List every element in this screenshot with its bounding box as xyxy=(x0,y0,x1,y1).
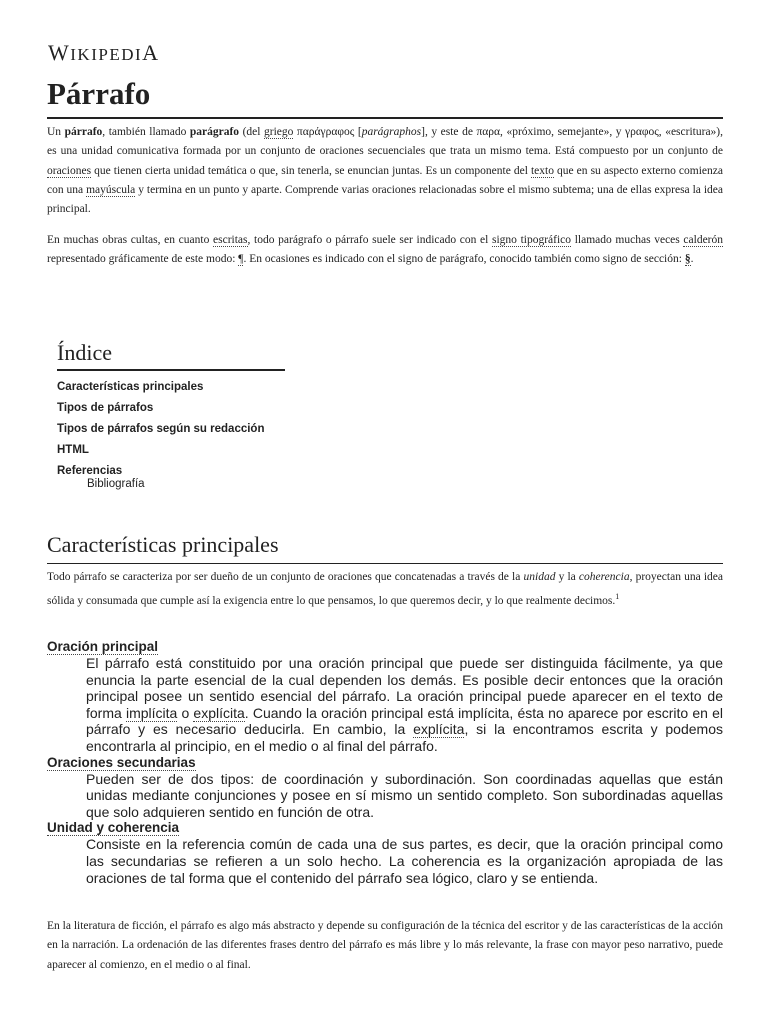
intro-paragraph-1 xyxy=(47,123,723,219)
wordmark-middle: IKIPEDI xyxy=(70,45,143,64)
wordmark-last: A xyxy=(142,40,160,65)
text-run: , si la encontramos escrita y podemos encontrarla al principio, en el medio o al final del párrafo. xyxy=(86,721,723,754)
bold-text: párrafo xyxy=(64,126,103,138)
definition-term xyxy=(47,639,723,655)
text-run: llamado muchas veces xyxy=(571,234,684,246)
definition-list xyxy=(47,639,723,886)
definition-term-label: Oración principal xyxy=(47,639,159,654)
italic-text: unidad xyxy=(523,571,556,583)
definition-description xyxy=(86,771,723,821)
toc-item[interactable]: Tipos de párrafos xyxy=(57,402,154,414)
wordmark-first: W xyxy=(48,40,71,65)
text-run: , también llamado xyxy=(102,126,190,138)
inline-link[interactable]: mayúscula xyxy=(86,183,136,196)
text-run: Un xyxy=(47,126,65,138)
inline-link[interactable]: escritas xyxy=(213,234,248,246)
text-run: representado gráficamente de este modo: xyxy=(47,253,239,266)
inline-link[interactable]: texto xyxy=(530,164,554,177)
definition-description xyxy=(86,836,723,886)
definition-term xyxy=(47,755,723,771)
inline-link[interactable]: § xyxy=(684,253,691,266)
inline-link[interactable]: implícita xyxy=(125,704,178,721)
text-run: Todo párrafo se caracteriza por ser dueño de un conjunto de oraciones que concatenadas a través de la xyxy=(47,571,524,583)
section-paragraph-2 xyxy=(47,917,723,975)
text-run: El párrafo está constituido por una oración principal que puede ser distinguida fácilmente, ya que enuncia la parte esencial de la cual dependen los demás. Es posible decir entonces que la oración principal posee un sentido esencial del párrafo. La oración principal puede aparecer en el texto de forma xyxy=(86,655,723,721)
text-run: , proyectan una idea sólida y consumada que cumple así la exigencia entre lo que pensamos, lo que queremos decir, y lo que realmente decimos. xyxy=(47,571,723,608)
text-run: Pueden ser de dos tipos: de coordinación y subordinación. Son coordinadas aquellas que están unidas mediante conjunciones y posee en sí mismo un sentido completo. Son subordinadas aquellas que solo adquieren sentido en función de otra. xyxy=(86,770,723,820)
italic-text: coherencia xyxy=(578,571,630,583)
inline-link[interactable]: explícita xyxy=(193,704,245,721)
inline-link[interactable]: explícita xyxy=(413,721,465,738)
text-run: que en su aspecto externo comienza con una xyxy=(47,164,723,196)
toc-list xyxy=(57,377,289,491)
inline-link[interactable]: signo tipográfico xyxy=(492,234,572,246)
table-of-contents xyxy=(57,340,289,491)
title-divider xyxy=(47,117,723,119)
text-run: y termina en un punto y aparte. Comprende varias oraciones relacionadas sobre el mismo subtema; una de ellas expresa la idea principal. xyxy=(47,183,723,216)
toc-heading: Índice xyxy=(57,340,112,365)
text-run: Consiste en la referencia común de cada una de sus partes, es decir, que la oración principal como las secundarias se refieren a un solo hecho. La coherencia es la organización apropiada de las oraciones de tal forma que el contenido del párrafo sea lógico, claro y se entienda. xyxy=(86,836,723,886)
inline-link[interactable]: ¶ xyxy=(238,253,244,266)
inline-link[interactable]: griego xyxy=(264,126,294,138)
definition-description xyxy=(86,655,723,755)
reference-link[interactable]: 1 xyxy=(615,592,620,602)
inline-link[interactable]: oraciones xyxy=(47,164,92,177)
toc-item[interactable]: Bibliografía xyxy=(87,478,145,490)
inline-link[interactable]: calderón xyxy=(683,234,724,246)
text-run: y la xyxy=(555,571,579,583)
text-run: . En ocasiones es indicado con el signo de parágrafo, conocido también como signo de sección: xyxy=(243,253,685,266)
text-run: , todo parágrafo o párrafo suele ser indicado con el xyxy=(247,234,492,246)
toc-divider xyxy=(57,369,285,371)
section-paragraph-1 xyxy=(47,568,723,611)
toc-item[interactable]: Referencias xyxy=(57,465,123,477)
page-title: Párrafo xyxy=(47,76,151,111)
text-run: En muchas obras cultas, en cuanto xyxy=(47,234,214,246)
definition-term-label: Unidad y coherencia xyxy=(47,820,180,836)
definition-term xyxy=(47,820,723,836)
text-run: ], y este de παρα, «próximo, semejante», y γραφος, «escritura»), es una unidad comunicativa formada por un conjunto de oraciones secuenciales que trata un mismo tema. Está compuesto por un conjunto de xyxy=(47,126,723,158)
intro-paragraph-2 xyxy=(47,231,723,270)
italic-text: parágraphos xyxy=(361,126,422,138)
toc-item[interactable]: Tipos de párrafos según su redacción xyxy=(57,423,265,435)
text-run: o xyxy=(177,704,194,721)
text-run: . xyxy=(690,253,694,266)
section-divider xyxy=(47,563,723,564)
toc-item[interactable]: Características principales xyxy=(57,381,204,393)
section-heading: Características principales xyxy=(47,532,279,557)
wikipedia-wordmark[interactable] xyxy=(48,40,160,66)
definition-term-label: Oraciones secundarias xyxy=(47,754,196,770)
text-run: παράγραφος [ xyxy=(293,126,362,138)
text-run: (del xyxy=(239,126,264,138)
text-run: . Cuando la oración principal está implícita, ésta no aparece por escrito en el párrafo y es necesario deducirla. En cambio, la xyxy=(86,704,723,738)
text-run: En la literatura de ficción, el párrafo es algo más abstracto y depende su configuración de la técnica del escritor y de las características de la acción en la narración. La ordenación de las diferentes frases dentro del párrafo es más libre y lo más relevante, la frase con mayor peso narrativo, puede aparecer al comienzo, en el medio o al final. xyxy=(47,920,723,971)
bold-text: parágrafo xyxy=(189,126,240,138)
toc-item[interactable]: HTML xyxy=(57,444,89,456)
text-run: que tienen cierta unidad temática o que, sin tenerla, se enuncian juntas. Es un componente del xyxy=(91,164,531,177)
